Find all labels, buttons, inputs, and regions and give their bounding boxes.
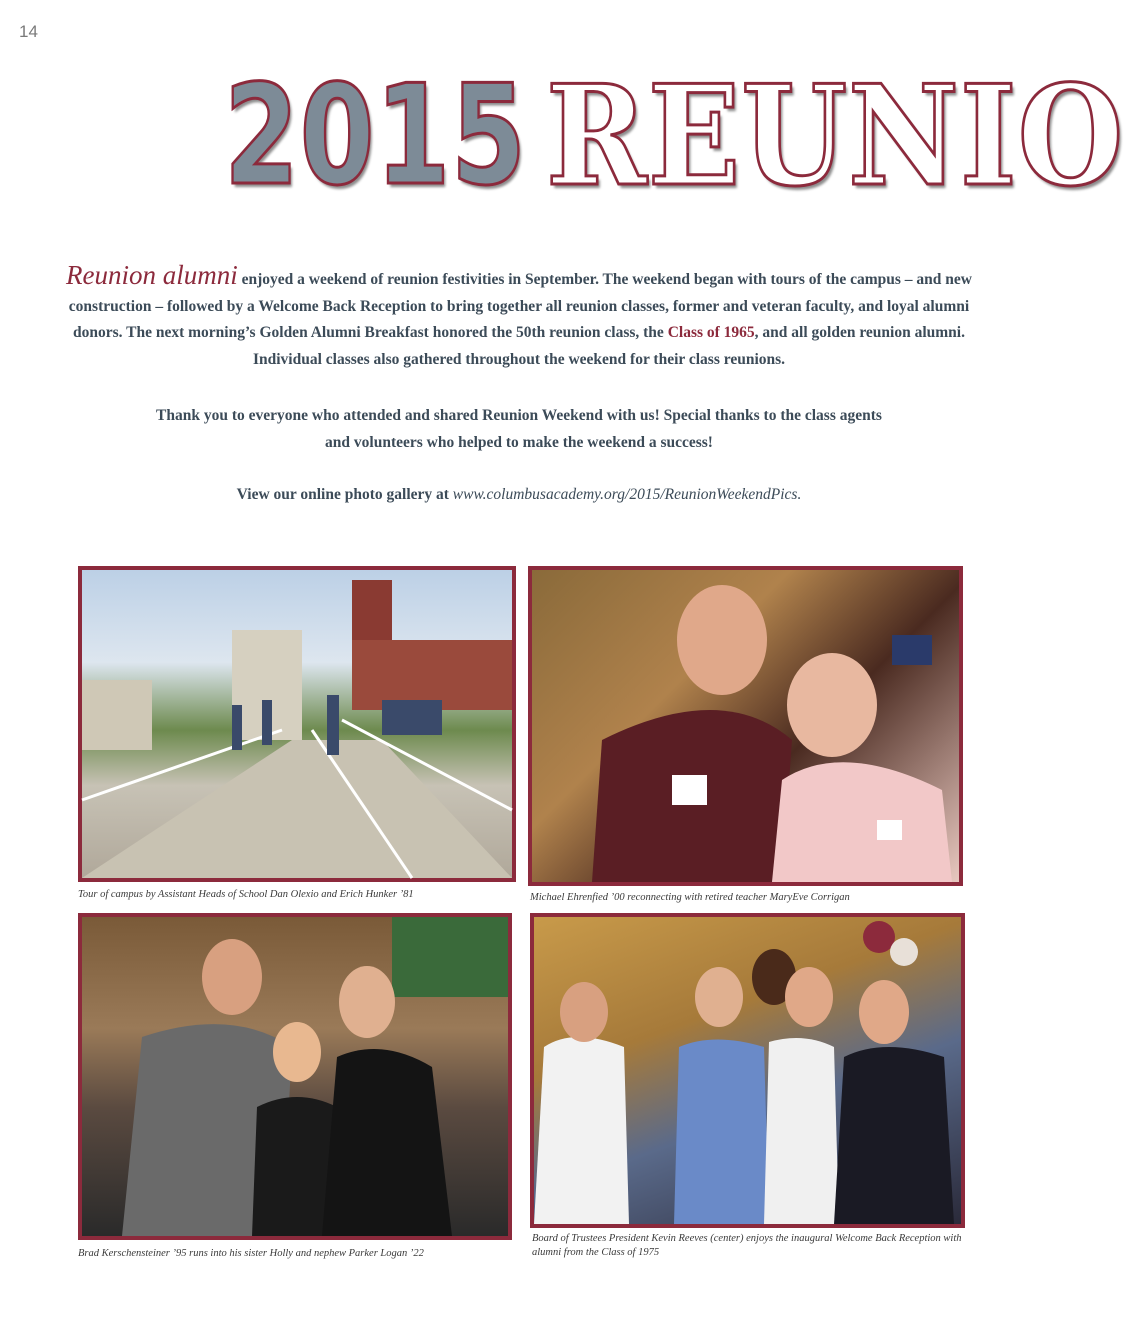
headline-year: 2015 [224, 55, 527, 216]
photo-caption: Tour of campus by Assistant Heads of School Dan Olexio and Erich Hunker ’81 [78, 889, 414, 900]
intro-paragraph [50, 262, 988, 373]
intro-text-1: enjoyed a weekend of reunion festivities in September. The weekend began with tours of the campus – and new construction – followed by a Welcome Back Reception to bring together all reunion classes, former and veteran faculty, and loyal alumni donors. The next morning’s Golden Alumni Breakfast honored the 50th reunion class, the [68, 271, 972, 341]
gallery-prefix: View our online photo gallery at [236, 486, 453, 503]
page-number: 14 [19, 22, 38, 41]
photo-caption: Board of Trustees President Kevin Reeves (center) enjoys the inaugural Welcome Back Reception with alumni from the Class of 1975 [532, 1233, 962, 1258]
family-illustration [82, 917, 508, 1236]
intro-text-2: , and all golden reunion alumni. Individual classes also gathered throughout the weekend for their class reunions. [252, 324, 965, 368]
photo-caption: Brad Kerschensteiner ’95 runs into his sister Holly and nephew Parker Logan ’22 [78, 1248, 424, 1259]
intro-lead: Reunion alumni [65, 260, 238, 290]
headline-word: REUNIO [546, 54, 1124, 217]
thanks-line-1: Thank you to everyone who attended and shared Reunion Weekend with us! Special thanks to the class agents [156, 407, 882, 424]
photo-board-trustees [530, 913, 965, 1228]
page-headline [224, 54, 1124, 217]
photo-reconnecting [528, 566, 963, 886]
gallery-url-link[interactable]: www.columbusacademy.org/2015/ReunionWeekendPics. [452, 486, 802, 503]
photo-caption: Michael Ehrenfied ’00 reconnecting with retired teacher MaryEve Corrigan [530, 892, 850, 903]
photo-family [78, 913, 512, 1240]
reconnecting-illustration [532, 570, 959, 882]
intro-highlight: Class of 1965 [667, 324, 755, 341]
trustees-illustration [534, 917, 961, 1224]
thanks-paragraph [50, 402, 988, 456]
campus-tour-illustration [82, 570, 512, 878]
gallery-line [50, 481, 988, 508]
thanks-line-2: and volunteers who helped to make the weekend a success! [325, 434, 713, 451]
photo-campus-tour [78, 566, 516, 882]
